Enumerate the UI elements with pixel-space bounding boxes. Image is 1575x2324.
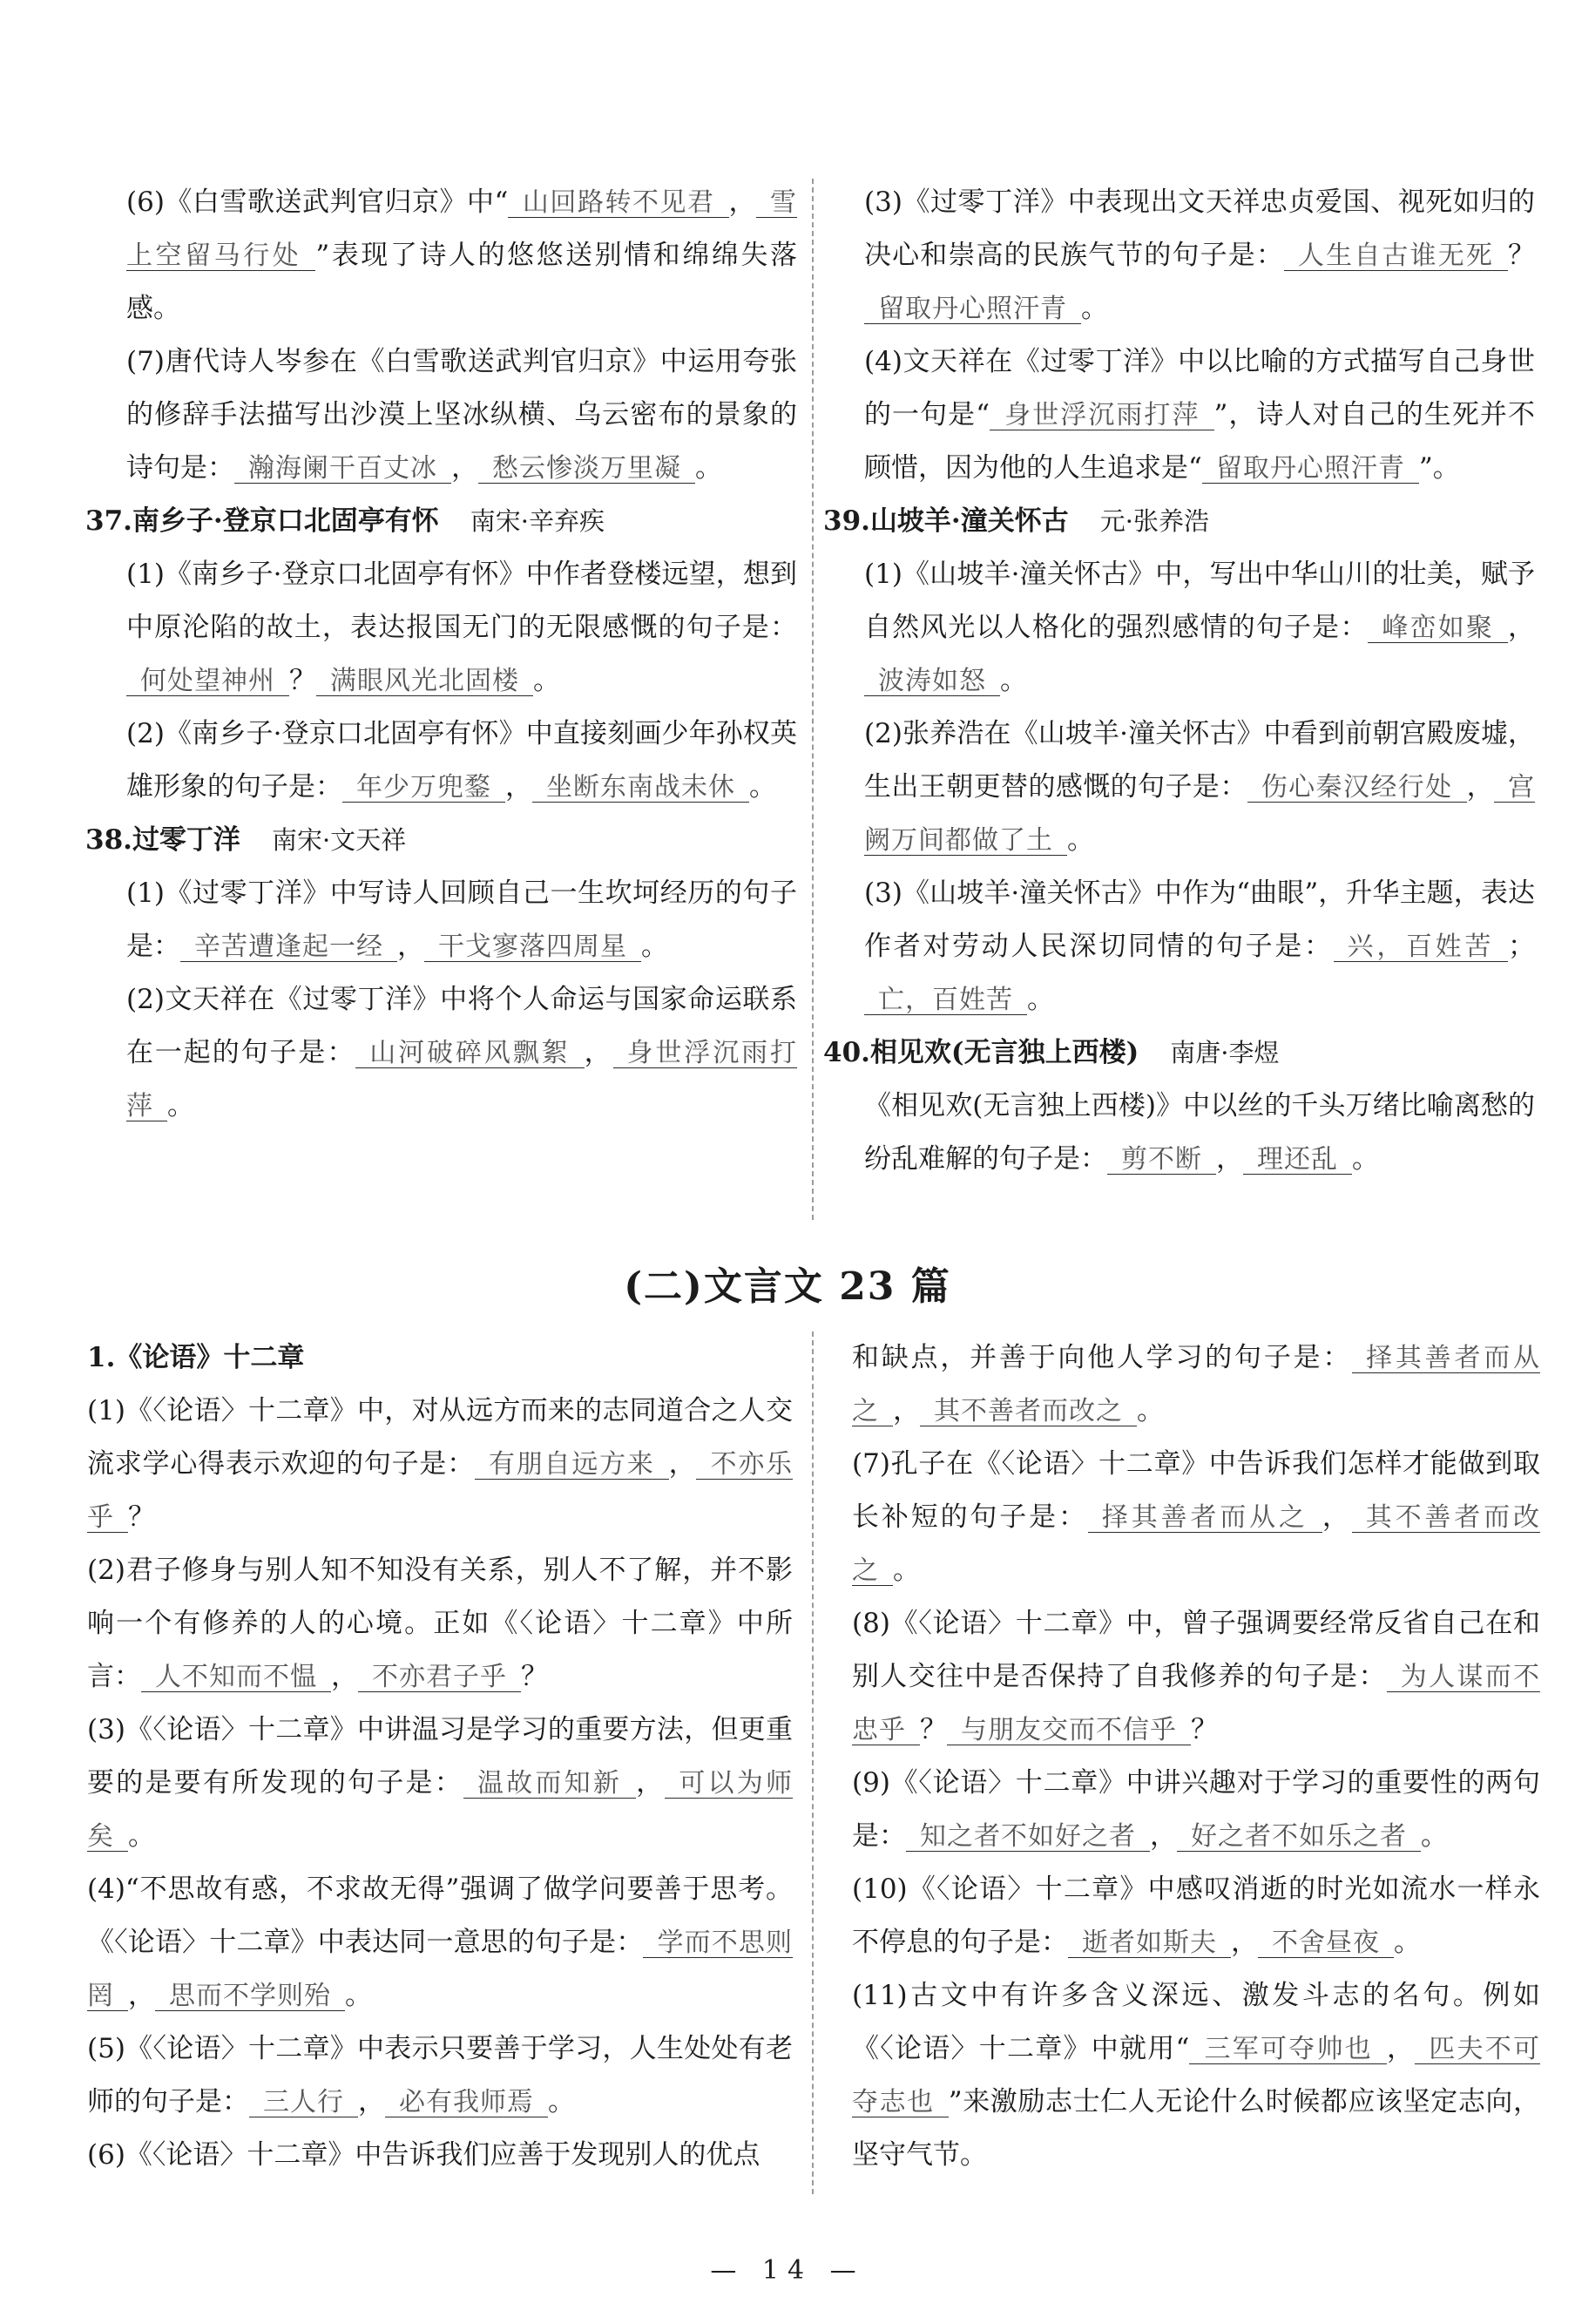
question-text: 。	[548, 2086, 575, 2117]
question-text: (9)《〈论语〉十二章》中讲兴趣对于学习的重要性的两句是：	[852, 1767, 1540, 1852]
question-text: (11)古文中有许多含义深远、激发斗志的名句。例如《〈论语〉十二章》中就用“	[852, 1980, 1540, 2064]
question-text: (10)《〈论语〉十二章》中感叹消逝的时光如流水一样永不停息的句子是：	[852, 1873, 1540, 1958]
section-author: 元·张养浩	[1099, 506, 1209, 536]
answer-blank: 留取丹心照汗青	[864, 295, 1081, 324]
question-item	[126, 708, 797, 814]
question-text: ，	[668, 1448, 697, 1480]
question-text: ，	[1231, 1927, 1258, 1958]
section-number: 40.	[823, 1037, 870, 1068]
question-text: ，	[128, 1980, 155, 2011]
question-item	[864, 867, 1535, 1026]
answer-blank: 温故而知新	[463, 1769, 636, 1799]
answer-blank: 匹夫不可夺志也	[852, 2035, 1541, 2117]
answer-blank: 其不善者而改之	[920, 1397, 1137, 1426]
question-text: ，	[1466, 771, 1495, 803]
question-item	[87, 1385, 793, 1544]
question-text: ，	[397, 931, 424, 962]
section-number: 1.	[87, 1342, 116, 1373]
answer-blank: 波涛如怒	[864, 667, 1000, 696]
top-right-column	[823, 176, 1536, 1186]
question-text: ，	[505, 771, 532, 803]
answer-blank: 其不善者而改之	[852, 1503, 1541, 1585]
section-heading	[823, 1026, 1535, 1080]
question-text: ？	[521, 1661, 548, 1692]
answer-blank: 学而不思则罔	[87, 1928, 794, 2010]
answer-blank: 山回路转不见君	[508, 188, 728, 218]
question-text: 和缺点，并善于向他人学习的句子是：	[852, 1342, 1353, 1373]
answer-blank: 逝者如斯夫	[1068, 1928, 1231, 1958]
question-item	[126, 548, 797, 708]
question-text: ，	[1322, 1501, 1352, 1533]
question-text: 。	[749, 771, 776, 803]
question-text: ，	[331, 1661, 358, 1692]
question-text: 。	[1027, 984, 1054, 1015]
section-heading-title: 过零丁洋	[132, 824, 240, 856]
answer-blank: 身世浮沉雨打萍	[990, 401, 1213, 430]
question-item	[87, 2022, 793, 2129]
question-text: ”，诗人对自己的生死并不顾惜，因为他的人生追求是“	[864, 399, 1535, 484]
question-item	[852, 1863, 1540, 1969]
column-divider-bottom	[812, 1331, 814, 2194]
section-number: 39.	[823, 505, 870, 537]
question-text: (1)《山坡羊·潼关怀古》中，写出中华山川的壮美，赋予自然风光以人格化的强烈感情的句子是：	[864, 559, 1535, 643]
question-text: ，	[1508, 612, 1535, 643]
question-item	[864, 335, 1535, 495]
question-item	[126, 335, 797, 495]
question-text: (1)《南乡子·登京口北固亭有怀》中作者登楼远望，想到中原沦陷的故土，表达报国无门的无限感慨的句子是：	[126, 559, 797, 643]
answer-blank: 思而不学则殆	[155, 1982, 345, 2011]
answer-blank: 人生自古谁无死	[1284, 241, 1508, 271]
question-item	[126, 973, 797, 1133]
question-text: ？	[920, 1714, 947, 1745]
answer-blank: 愁云惨淡万里凝	[478, 454, 695, 484]
answer-blank: 好之者不如乐之者	[1177, 1822, 1421, 1852]
question-text: ，	[893, 1395, 920, 1426]
section-heading	[85, 814, 797, 867]
answer-blank: 择其善者而从之	[1088, 1503, 1322, 1533]
question-text: ，	[728, 186, 757, 218]
answer-blank: 不亦君子乎	[358, 1663, 521, 1692]
answer-blank: 不亦乐乎	[87, 1450, 794, 1532]
question-item	[87, 1704, 793, 1863]
question-text: ”。	[1418, 452, 1460, 484]
question-text: ？	[128, 1501, 155, 1533]
question-text: 《相见欢(无言独上西楼)》中以丝的千头万绪比喻离愁的纷乱难解的句子是：	[864, 1090, 1535, 1175]
question-text: 。	[1352, 1143, 1379, 1175]
answer-blank: 亡，百姓苦	[864, 986, 1027, 1015]
section-title: (二)文言文 23 篇	[624, 1264, 951, 1309]
question-text: (7)孔子在《〈论语〉十二章》中告诉我们怎样才能做到取长补短的句子是：	[852, 1448, 1540, 1533]
answer-blank: 宫阙万间都做了土	[864, 773, 1536, 855]
question-item	[864, 708, 1535, 867]
question-item	[126, 867, 797, 973]
question-text: ，	[358, 2086, 385, 2117]
section-author: 南宋·文天祥	[271, 825, 407, 855]
question-item	[126, 176, 797, 335]
answer-blank: 三人行	[249, 2088, 358, 2117]
answer-blank: 坐断东南战未休	[532, 773, 749, 803]
answer-blank: 年少万兜鍪	[342, 773, 505, 803]
question-text: 。	[893, 1555, 920, 1586]
answer-blank: 可以为师矣	[87, 1769, 794, 1851]
bottom-right-column	[852, 1331, 1540, 2182]
section-heading-title: 山坡羊·潼关怀古	[869, 505, 1069, 537]
answer-blank: 瀚海阑干百丈冰	[234, 454, 451, 484]
question-text: 。	[1067, 824, 1094, 856]
question-item	[87, 2129, 793, 2182]
question-item	[852, 1757, 1540, 1863]
section-heading-title: 相见欢(无言独上西楼)	[869, 1037, 1139, 1068]
question-item	[852, 1969, 1540, 2182]
question-text: 。	[128, 1820, 155, 1852]
answer-blank: 留取丹心照汗青	[1202, 454, 1419, 484]
question-text: 。	[1081, 293, 1108, 324]
section-heading	[823, 495, 1535, 548]
question-text: ？	[1191, 1714, 1218, 1745]
answer-blank: 满眼风光北固楼	[316, 667, 533, 696]
question-text: (4)“不思故有惑，不求故无得”强调了做学问要善于思考。《〈论语〉十二章》中表达同一意思的句子是：	[87, 1873, 793, 1958]
answer-blank: 人不知而不愠	[141, 1663, 331, 1692]
section-heading	[87, 1331, 793, 1385]
answer-blank: 择其善者而从之	[852, 1344, 1541, 1426]
answer-blank: 为人谋而不忠乎	[852, 1663, 1540, 1745]
answer-blank: 身世浮沉雨打萍	[126, 1039, 798, 1121]
question-text: (3)《山坡羊·潼关怀古》中作为“曲眼”，升华主题，表达作者对劳动人民深切同情的句子是：	[864, 877, 1535, 962]
section-author: 南唐·李煜	[1170, 1038, 1280, 1067]
question-text: (5)《〈论语〉十二章》中表示只要善于学习，人生处处有老师的句子是：	[87, 2033, 793, 2117]
question-text: 。	[695, 452, 722, 484]
answer-blank: 有朋自远方来	[475, 1450, 669, 1480]
answer-blank: 必有我师焉	[385, 2088, 548, 2117]
answer-blank: 何处望神州	[126, 667, 289, 696]
question-item	[864, 1080, 1535, 1186]
question-text: 。	[345, 1980, 372, 2011]
question-text: ，	[1150, 1820, 1177, 1852]
question-text: ？	[1508, 240, 1536, 271]
question-item	[852, 1597, 1540, 1757]
question-text: ，	[1387, 2033, 1416, 2064]
question-text: ，	[451, 452, 478, 484]
question-text: (1)《过零丁洋》中写诗人回顾自己一生坎坷经历的句子是：	[126, 877, 797, 962]
answer-blank: 兴，百姓苦	[1334, 932, 1508, 962]
question-text: (7)唐代诗人岑参在《白雪歌送武判官归京》中运用夸张的修辞手法描写出沙漠上坚冰纵横、乌云密布的景象的诗句是：	[126, 346, 797, 484]
question-text: 。	[167, 1090, 194, 1121]
question-text: ？	[289, 665, 316, 696]
section-heading-title: 南乡子·登京口北固亭有怀	[132, 505, 439, 537]
section-author: 南宋·辛弃疾	[470, 506, 605, 536]
section-heading	[85, 495, 797, 548]
answer-blank: 剪不断	[1107, 1145, 1216, 1175]
column-divider-top	[812, 179, 814, 1220]
question-item	[852, 1331, 1540, 1438]
question-text: (6)《〈论语〉十二章》中告诉我们应善于发现别人的优点	[87, 2139, 760, 2171]
question-text: (8)《〈论语〉十二章》中，曾子强调要经常反省自己在和别人交往中是否保持了自我修养的句子是：	[852, 1608, 1540, 1692]
answer-blank: 不舍昼夜	[1258, 1928, 1394, 1958]
question-item	[864, 548, 1535, 708]
question-text: ，	[1216, 1143, 1243, 1175]
question-text: 。	[1000, 665, 1027, 696]
top-left-column	[85, 176, 798, 1133]
section-number: 38.	[85, 824, 132, 856]
page-number: — 14 —	[710, 2255, 865, 2286]
question-text: 。	[1137, 1395, 1164, 1426]
question-text: 。	[641, 931, 668, 962]
answer-blank: 伤心秦汉经行处	[1247, 773, 1467, 803]
question-text: 。	[1421, 1820, 1448, 1852]
question-item	[87, 1863, 793, 2022]
bottom-left-column	[87, 1331, 793, 2182]
section-heading-title: 《论语》十二章	[115, 1342, 305, 1373]
question-text: (2)《南乡子·登京口北固亭有怀》中直接刻画少年孙权英雄形象的句子是：	[126, 718, 797, 803]
answer-blank: 辛苦遭逢起一经	[180, 932, 397, 962]
answer-blank: 干戈寥落四周星	[424, 932, 641, 962]
question-text: ，	[636, 1767, 666, 1799]
answer-blank: 峰峦如聚	[1368, 613, 1508, 643]
answer-blank: 知之者不如好之者	[906, 1822, 1150, 1852]
question-text: 。	[1394, 1927, 1421, 1958]
question-text: (2)君子修身与别人知不知没有关系，别人不了解，并不影响一个有修养的人的心境。正如《〈论语〉十二章》中所言：	[87, 1555, 793, 1692]
answer-blank: 雪上空留马行处	[126, 188, 798, 270]
question-text: 。	[533, 665, 560, 696]
question-text: ”来激励志士仁人无论什么时候都应该坚定志向，坚守气节。	[852, 2086, 1541, 2171]
answer-blank: 三军可夺帅也	[1189, 2035, 1387, 2064]
question-text: ”表现了诗人的悠悠送别情和绵绵失落感。	[126, 240, 797, 324]
question-text: ，	[584, 1037, 613, 1068]
answer-blank: 与朋友交而不信乎	[947, 1716, 1191, 1745]
question-text: (4)文天祥在《过零丁洋》中以比喻的方式描写自己身世的一句是“	[864, 346, 1535, 430]
question-text: (2)文天祥在《过零丁洋》中将个人命运与国家命运联系在一起的句子是：	[126, 984, 797, 1068]
question-item	[87, 1544, 793, 1704]
question-text: (3)《过零丁洋》中表现出文天祥忠贞爱国、视死如归的决心和崇高的民族气节的句子是：	[864, 186, 1535, 271]
question-text: (2)张养浩在《山坡羊·潼关怀古》中看到前朝宫殿废墟，生出王朝更替的感慨的句子是：	[864, 718, 1535, 803]
answer-blank: 山河破碎风飘絮	[355, 1039, 584, 1068]
answer-blank: 理还乱	[1243, 1145, 1352, 1175]
question-item	[864, 176, 1535, 335]
question-text: ；	[1508, 931, 1536, 962]
question-text: (3)《〈论语〉十二章》中讲温习是学习的重要方法，但更重要的是要有所发现的句子是：	[87, 1714, 793, 1799]
section-number: 37.	[85, 505, 132, 537]
question-text: (6)《白雪歌送武判官归京》中“	[126, 186, 509, 218]
question-text: (1)《〈论语〉十二章》中，对从远方而来的志同道合之人交流求学心得表示欢迎的句子是：	[87, 1395, 793, 1480]
question-item	[852, 1438, 1540, 1597]
